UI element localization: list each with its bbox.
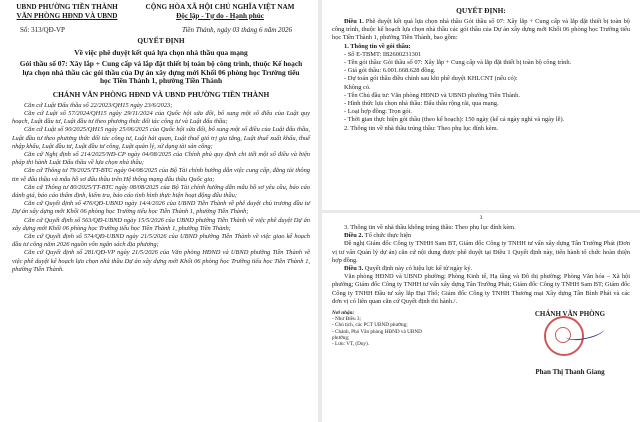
info-line: - Hình thức lựa chọn nhà thầu: Đấu thầu rộng rãi, qua mạng.: [344, 100, 499, 108]
page-number: 3: [479, 215, 483, 221]
article-2-label: Điều 2.: [344, 232, 364, 240]
section-2-text: 2. Thông tin về nhà thầu trúng thầu: Theo phụ lục đính kèm.: [344, 124, 499, 132]
article-3-label: Điều 3.: [344, 265, 364, 273]
legal-basis: Căn cứ Quyết định số 281/QĐ-VP ngày 21/5/2026 của Văn phòng HĐND và UBND phường Tiền Thành về việc phê duyệt kế hoạch lựa chọn nhà thầu Dự án xây dựng mới Khối 06 phòng học Trường tiểu học Tiền Thành 1, phường Tiền Thành.: [12, 249, 310, 273]
legal-basis: Căn cứ Quyết định số 563/QĐ-UBND ngày 15/5/2026 của UBND phường Tiền Thành về việc phê duyệt Dự án xây dựng mới Khối 06 phòng học Trường tiểu học Tiền Thành 1, phường Tiền Thành;: [12, 216, 310, 232]
document-date: Tiền Thành, ngày 03 tháng 6 năm 2026: [181, 26, 292, 35]
article-2-title: Tổ chức thực hiện: [364, 232, 412, 240]
signer-title: CHÁNH VĂN PHÒNG: [534, 310, 606, 319]
document-header: [12, 3, 310, 20]
article-3-title: Quyết định này có hiệu lực kể từ ngày ký.: [364, 265, 473, 273]
legal-basis: Căn cứ Luật số 90/2025/QH15 ngày 25/06/2025 của Quốc hội sửa đổi, bổ sung một số điều của Luật đấu thầu, Luật đầu tư theo phương thức đối tác công tư, Luật hải quan, Luật thuế giá trị gia tăng, Luật thuế xuất khẩu, thuế nhập khẩu, Luật đầu tư, Luật đầu tư công, Luật quản lý, sử dụng tài sản công;: [12, 126, 310, 150]
legal-basis: Căn cứ Luật Đấu thầu số 22/2023/QH15 ngày 23/6/2023;: [24, 101, 173, 109]
legal-basis: Căn cứ Thông tư 80/2025/TT-BTC ngày 08/08/2025 của Bộ Tài chính hướng dẫn mẫu hồ sơ yêu cầu, báo cáo đánh giá, báo cáo thẩm định, kiểm tra, báo cáo tình hình thực hiện hoạt động đấu thầu;: [12, 183, 310, 199]
section-1-heading: 1. Thông tin về gói thầu:: [344, 42, 411, 50]
org-line-2: VĂN PHÒNG HĐND VÀ UBND: [16, 11, 118, 20]
info-line: Không có.: [344, 83, 371, 91]
legal-basis: Căn cứ Thông tư 79/2025/TT-BTC ngày 04/08/2025 của Bộ Tài chính hướng dẫn việc cung cấp, đăng tải thông tin về đấu thầu và mẫu hồ sơ đấu thầu trên Hệ thống mạng đấu thầu Quốc gia;: [12, 167, 310, 183]
info-line: - Loại hợp đồng: Trọn gói.: [344, 108, 412, 116]
signer-name: Phan Thị Thanh Giang: [535, 368, 605, 377]
signature-block: [510, 310, 630, 376]
recipient-item: - Chánh, Phó Văn phòng HĐND và UBND phường;: [332, 328, 422, 341]
info-line: - Thời gian thực hiện gói thầu (theo kế hoạch): 150 ngày (kể cả ngày nghỉ và ngày lễ).: [344, 116, 565, 124]
info-line: - Số E-TBMT: IB2600231301: [344, 50, 422, 58]
info-line: - Tên gói thầu: Gói thầu số 07: Xây lắp + Cung cấp và lắp đặt thiết bị toàn bộ công trình.: [344, 59, 572, 67]
document-subtitle: Về việc phê duyệt kết quả lựa chọn nhà thầu qua mạng: [74, 47, 248, 57]
authority-heading: CHÁNH VĂN PHÒNG HĐND VÀ UBND PHƯỜNG TIỀN THÀNH: [52, 89, 270, 99]
recipients-block: [332, 310, 422, 376]
legal-basis: Căn cứ Luật số 57/2024/QH15 ngày 29/11/2024 của Quốc hội sửa đổi, bổ sung một số điều của Luật quy hoạch, Luật đầu tư, Luật đầu tư theo phương thức đối tác công tư và Luật đấu thầu;: [12, 109, 310, 126]
nation-line-1: CỘNG HÒA XÃ HỘI CHỦ NGHĨA VIỆT NAM: [145, 3, 295, 11]
info-line: - Dự toán gói thầu điều chỉnh sau khi phê duyệt KHLCNT (nếu có):: [344, 75, 518, 83]
legal-basis: Căn cứ Quyết định số 574/QĐ-UBND ngày 21/5/2026 của UBND phường Tiền Thành về việc giao kế hoạch đầu tư công năm 2026 nguồn vốn ngân sách địa phương;: [12, 232, 310, 249]
info-line: - Giá gói thầu: 6.001.668.628 đồng.: [344, 67, 436, 75]
legal-basis: Căn cứ Quyết định số 476/QĐ-UBND ngày 14/4/2026 của UBND Tiền Thành về phê duyệt chủ trương đầu tư Dự án xây dựng mới Khối 06 phòng học Trường tiểu học Tiền Thành 1, phường Tiền Thành;: [12, 200, 310, 216]
recipient-item: - Lưu: VT, (Duy).: [332, 341, 370, 348]
package-description: Gói thầu số 07: Xây lắp + Cung cấp và lắp đặt thiết bị toàn bộ công trình, thuộc Kế hoạch lựa chọn nhà thầu các gói thầu của Dự án xây dựng mới Khối 06 phòng học Trường tiểu học Tiền Thành 1, phường Tiền Thành: [19, 59, 303, 86]
nation-line-2: Độc lập - Tự do - Hạnh phúc: [176, 11, 264, 20]
document-page-3: [322, 213, 640, 422]
recipient-item: - Chủ tịch, các PCT UBND phường;: [332, 322, 408, 329]
recipients-title: Nơi nhận:: [332, 310, 355, 317]
article-3-body: Văn phòng HĐND và UBND phường; Phòng Kinh tế, Hạ tầng và Đô thị phường; Phòng Văn hóa – Xã hội phường; Giám đốc Công ty TNHH tư vấn xây dựng Tân Trường Phát; Giám đốc Công ty TNHH Sam BT; Giám đốc Công ty TNHH Đầu tư xây lắp Đại Thổ; Giám đốc Công ty TNHH Thương mại Xây dựng Tân Bình Phát và các đơn vị có liên quan căn cứ Quyết định thi hành./.: [332, 273, 630, 305]
section-3-text: 3. Thông tin về nhà thầu không trúng thầu: Theo phụ lục đính kèm.: [344, 224, 516, 231]
article-1-text: Phê duyệt kết quả lựa chọn nhà thầu Gói thầu số 07: Xây lắp + Cung cấp và lắp đặt thiết bị toàn bộ công trình, thuộc kế hoạch lựa chọn nhà thầu các gói thầu của Dự án xây dựng mới Khối 06 phòng học Trường tiểu học Tiền Thành 1, phường Tiền Thành, bao gồm:: [332, 18, 630, 42]
document-number: Số: 313/QĐ-VP: [20, 26, 65, 35]
document-page-1: [0, 0, 318, 422]
article-1-label: Điều 1.: [344, 18, 364, 25]
document-title: QUYẾT ĐỊNH: [137, 36, 185, 46]
document-page-2: [322, 0, 640, 210]
recipient-item: - Như Điều 3;: [332, 316, 361, 323]
info-line: - Tên Chủ đầu tư: Văn phòng HĐND và UBND phường Tiền Thành.: [344, 91, 520, 99]
article-2-body: Đề nghị Giám đốc Công ty TNHH Sam BT, Giám đốc Công ty TNHH tư vấn xây dựng Tân Trường Phát (Đơn vị tư vấn Quản lý dự án) căn cứ nội dung được phê duyệt tại Điều 1 Quyết định này, tiến hành tổ chức hoàn thiện hợp đồng.: [332, 240, 630, 264]
legal-bases: [12, 102, 310, 274]
decision-heading: QUYẾT ĐỊNH:: [456, 6, 506, 15]
org-line-1: UBND PHƯỜNG TIỀN THÀNH: [16, 3, 118, 11]
legal-basis: Căn cứ Nghị định số 214/2025/NĐ-CP ngày 04/08/2025 của Chính phủ quy định chi tiết một số điều và biện pháp thi hành Luật Đấu thầu về lựa chọn nhà thầu;: [12, 150, 310, 167]
